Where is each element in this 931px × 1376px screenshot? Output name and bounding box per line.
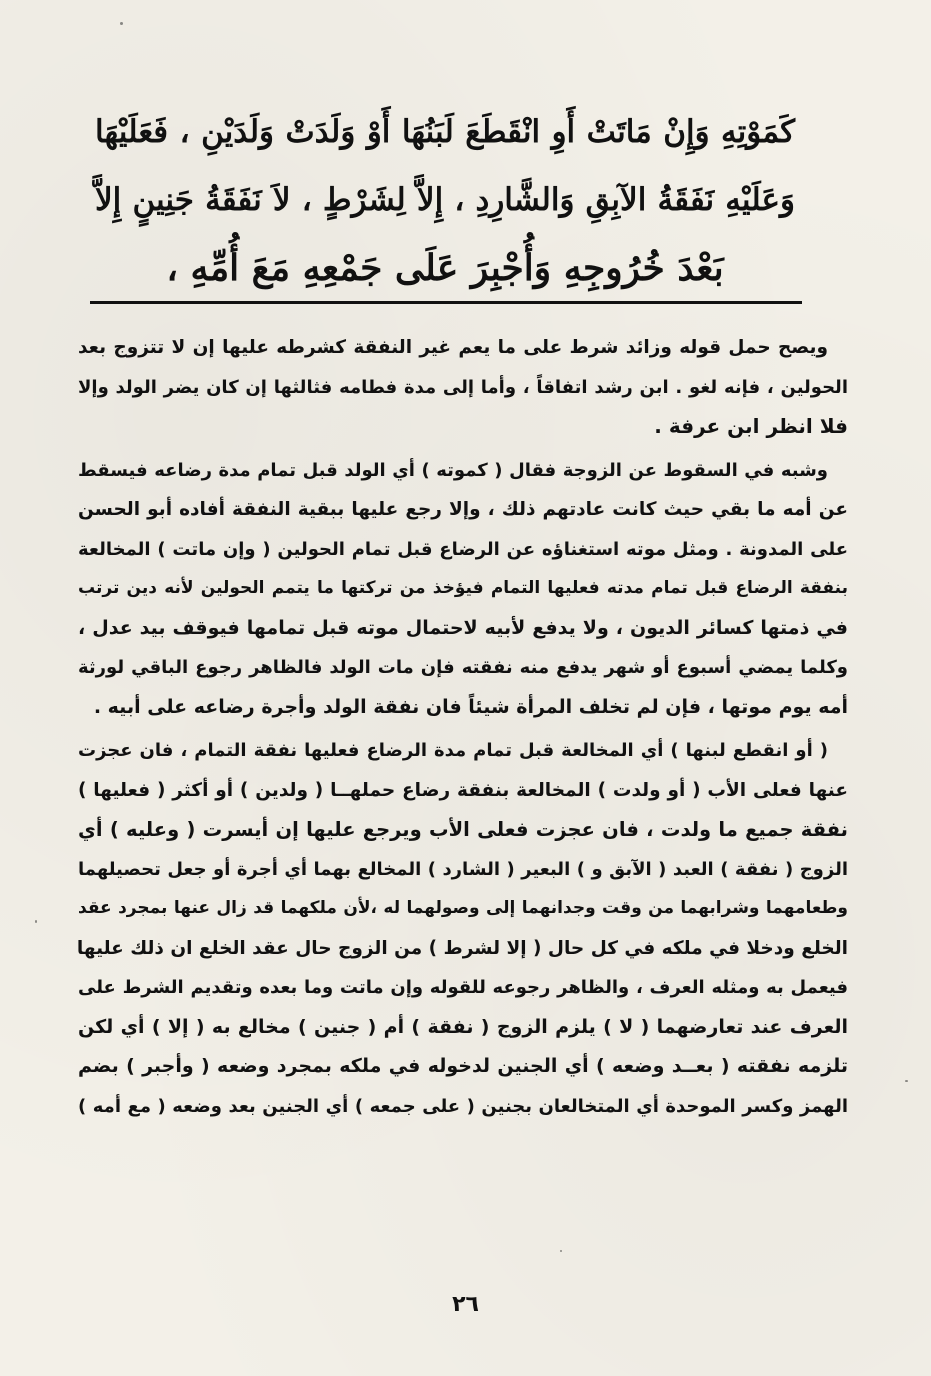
text-line: وشبه في السقوط عن الزوجة فقال ( كموته ) أي الولد قبل تمام مدة رضاعه فيسقط — [78, 459, 828, 481]
matn-line: بَعْدَ خُرُوجِهِ وَأُجْبِرَ عَلَى جَمْعِهِ مَعَ أُمِّهِ ، — [166, 247, 724, 289]
text-line: الخلع ودخلا في ملكه في كل حال ( إلا لشرط ) من الزوج حال عقد الخلع ان ذلك عليها — [76, 937, 848, 959]
text-line: الهمز وكسر الموحدة أي المتخالعان بجنين ( على جمعه ) أي الجنين بعد وضعه ( مع أمه ) — [78, 1095, 848, 1117]
commentary-paragraph — [78, 731, 848, 1126]
text-line: العرف عند تعارضهما ( لا ) يلزم الزوج ( نفقة ) أم ( جنين ) مخالع به ( إلا ) أي لكن — [78, 1015, 848, 1038]
text-line: وطعامهما وشرابهما من وقت وجدانهما إلى وصولهما له ،لأن ملكهما قد زال عنها بمجرد عقد — [78, 898, 848, 918]
text-line: فيعمل به ومثله العرف ، والظاهر رجوعه للقوله وإن ماتت وما بعده وتقديم الشرط على — [78, 977, 848, 998]
text-line: على المدونة . ومثل موته استغناؤه عن الرضاع قبل تمام الحولين ( وإن ماتت ) المخالعة — [78, 538, 848, 560]
scan-speck — [905, 1080, 908, 1082]
text-line: الحولين ، فإنه لغو . ابن رشد اتفاقاً ، وأما إلى مدة فطامه فثالثها إن كان يضر الولد وإلا — [78, 376, 848, 398]
text-line: تلزمه نفقته ( بعــد وضعه ) أي الجنين لدخوله في ملكه بمجرد وضعه ( وأجبر ) بضم — [78, 1055, 848, 1077]
page-number: ٢٦ — [452, 1292, 479, 1317]
text-line: عنها فعلى الأب ( أو ولدت ) المخالعة بنفقة رضاع حملهــا ( ولدين ) أو أكثر ( فعليها ) — [78, 779, 848, 801]
matn-text-block — [95, 98, 795, 302]
text-line: بنفقة الرضاع قبل تمام مدته فعليها التمام فيؤخذ من تركتها ما يتمم الحولين لأنه دين ترتب — [78, 578, 848, 598]
text-line: الزوج ( نفقة ) العبد ( الآبق و ) البعير ( الشارد ) المخالع بهما أي أجرة أو جعل تحصيلهما — [78, 858, 848, 880]
text-line: وكلما يمضي أسبوع أو شهر يدفع منه نفقته فإن مات الولد فالظاهر رجوع الباقي لورثة — [78, 657, 848, 678]
commentary-block — [78, 328, 848, 1130]
scan-speck — [560, 1250, 562, 1252]
text-line: ويصح حمل قوله وزائد شرط على ما يعم غير النفقة كشرطه عليها إن لا تتزوج بعد — [78, 337, 828, 358]
text-line: ( أو انقطع لبنها ) أي المخالعة قبل تمام مدة الرضاع فعليها نفقة التمام ، فان عجزت — [78, 740, 828, 761]
text-line: في ذمتها كسائر الديون ، ولا يدفع لأبيه لاحتمال موته قبل تمامها فيوقف بيد عدل ، — [78, 616, 848, 639]
matn-line: كَمَوْتِهِ وَإِنْ مَاتَتْ أَوِ انْقَطَعَ لَبَنُهَا أَوْ وَلَدَتْ وَلَدَيْنِ ، فَعَلَيْهَا — [95, 114, 795, 150]
text-line: عن أمه ما بقي حيث كانت عادتهم ذلك ، وإلا رجع عليها ببقية النفقة أفاده أبو الحسن — [78, 499, 848, 520]
text-line: نفقة جميع ما ولدت ، فان عجزت فعلى الأب ويرجع عليها إن أيسرت ( وعليه ) أي — [78, 818, 848, 841]
scan-speck — [35, 920, 37, 923]
scan-speck — [120, 22, 123, 25]
text-line: فلا انظر ابن عرفة . — [654, 414, 848, 438]
matn-line: وَعَلَيْهِ نَفَقَةُ الآبِقِ وَالشَّارِدِ ، إِلاَّ لِشَرْطٍ ، لاَ نَفَقَةُ جَنِينٍ إِلاَّ — [95, 182, 795, 218]
text-line: أمه يوم موتها ، فإن لم تخلف المرأة شيئاً فان نفقة الولد وأجرة رضاعه على أبيه . — [93, 695, 848, 718]
commentary-paragraph — [78, 328, 848, 447]
separator-rule — [90, 301, 802, 304]
commentary-paragraph — [78, 451, 848, 728]
